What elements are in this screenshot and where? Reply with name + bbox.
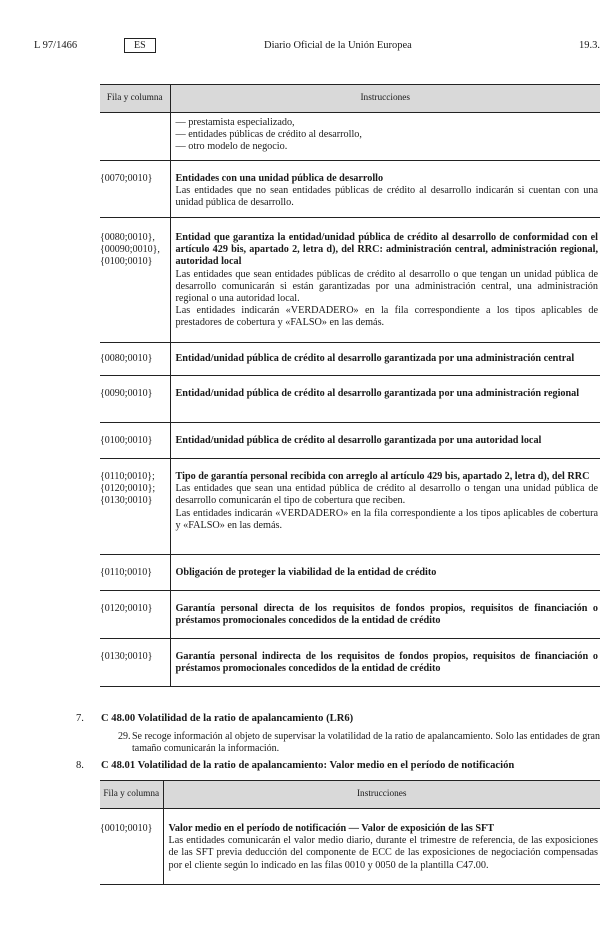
row-instruction-cell xyxy=(170,113,600,161)
section-number: 7. xyxy=(76,713,84,724)
row-code: {0100;0010} xyxy=(100,435,153,446)
row-code: {0130;0010} xyxy=(100,495,153,507)
row-code-cell xyxy=(100,423,170,459)
instructions-table-1 xyxy=(100,84,600,687)
table-row xyxy=(100,161,600,218)
row-code: {0010;0010} xyxy=(100,823,153,834)
section-title: C 48.00 Volatilidad de la ratio de apalancamiento (LR6) xyxy=(101,713,354,724)
row-instruction-cell xyxy=(170,459,600,555)
row-code-cell xyxy=(100,343,170,376)
page-header xyxy=(34,40,600,58)
row-title: Entidad que garantiza la entidad/unidad pública de crédito al desarrollo de conformidad con el artículo 429 bis, apartado 2, letra d), del RRC: administración central, administración regional, autoridad local xyxy=(175,232,598,268)
row-title: Obligación de proteger la viabilidad de la entidad de crédito xyxy=(175,567,437,578)
header-code-label: Fila y columna xyxy=(103,789,160,800)
row-code: {0120;0010}; xyxy=(100,483,156,495)
row-code-cell xyxy=(100,113,170,161)
row-instruction-cell xyxy=(170,161,600,218)
row-instruction-cell xyxy=(170,555,600,591)
row-title: Garantía personal directa de los requisitos de fondos propios, requisitos de financiación o préstamos promocionales concedidos de la entidad de crédito xyxy=(175,603,598,627)
row-code: {00090;0010}, xyxy=(100,244,160,256)
section-title: C 48.01 Volatilidad de la ratio de apalancamiento: Valor medio en el período de notificación xyxy=(101,760,515,771)
header-instructions-label: Instrucciones xyxy=(356,789,407,800)
table-row xyxy=(100,113,600,161)
row-title: Garantía personal indirecta de los requisitos de fondos propios, requisitos de financiación o préstamos promocionales concedidos de la entidad de crédito xyxy=(175,651,598,675)
table-row xyxy=(100,459,600,555)
header-code-cell xyxy=(100,781,163,809)
row-code-cell xyxy=(100,218,170,343)
paragraph-number: 29. xyxy=(118,731,131,742)
header-instructions-cell xyxy=(170,85,600,113)
list-item: — entidades públicas de crédito al desarrollo, xyxy=(175,129,362,141)
row-code-cell xyxy=(100,459,170,555)
table-row xyxy=(100,591,600,639)
header-code-label: Fila y columna xyxy=(106,93,163,104)
instructions-table-2 xyxy=(100,780,600,885)
row-title: Entidades con una unidad pública de desarrollo xyxy=(175,173,384,184)
row-code-cell xyxy=(100,639,170,687)
row-code-cell xyxy=(100,161,170,218)
row-instruction-cell xyxy=(163,809,600,885)
language-badge: ES xyxy=(124,38,156,53)
table-row xyxy=(100,809,600,885)
row-description: Las entidades indicarán «VERDADERO» en la fila correspondiente a los tipos aplicables de cobertura y «FALSO» en las demás. xyxy=(175,507,598,531)
table-row xyxy=(100,423,600,459)
row-description: Las entidades que sean entidades públicas de crédito al desarrollo o que tengan un unidad pública de desarrollo comunicarán si están garantizadas por una administración central, una administración regional o una autoridad local. xyxy=(175,268,598,305)
row-code: {0080;0010}, xyxy=(100,232,155,243)
row-instruction-cell xyxy=(170,218,600,343)
row-instruction-cell xyxy=(170,376,600,423)
row-code-cell xyxy=(100,555,170,591)
row-code-cell xyxy=(100,591,170,639)
table-row xyxy=(100,218,600,343)
header-instructions-label: Instrucciones xyxy=(360,93,411,104)
row-code: {0110;0010} xyxy=(100,567,153,578)
row-description: Las entidades que sean una entidad pública de crédito al desarrollo o tengan una unidad pública de desarrollo comunicarán el tipo de cobertura que reciben. xyxy=(175,483,598,507)
row-code: {0120;0010} xyxy=(100,603,153,614)
row-instruction-cell xyxy=(170,343,600,376)
row-title: Valor medio en el período de notificación — Valor de exposición de las SFT xyxy=(168,823,495,834)
table-row xyxy=(100,343,600,376)
row-instruction-cell xyxy=(170,423,600,459)
paragraph-29 xyxy=(118,731,600,755)
row-description: Las entidades comunicarán el valor medio diario, durante el trimestre de referencia, de las exposiciones de las SFT previa deducción del componente de ECC de las exposiciones de negociación compensadas por el cliente según lo indicado en las filas 0010 y 0050 de la plantilla C47.00. xyxy=(168,835,598,871)
row-code: {0070;0010} xyxy=(100,173,153,184)
journal-reference: L 97/1466 xyxy=(34,40,78,51)
row-title: Tipo de garantía personal recibida con arreglo al artículo 429 bis, apartado 2, letra d), del RRC xyxy=(175,471,590,482)
list-item: — otro modelo de negocio. xyxy=(175,141,288,153)
row-instruction-cell xyxy=(170,591,600,639)
row-title: Entidad/unidad pública de crédito al desarrollo garantizada por una administración central xyxy=(175,353,575,364)
row-title: Entidad/unidad pública de crédito al desarrollo garantizada por una autoridad local xyxy=(175,435,542,446)
header-instructions-cell xyxy=(163,781,600,809)
header-code-cell xyxy=(100,85,170,113)
row-code-cell xyxy=(100,809,163,885)
row-instruction-cell xyxy=(170,639,600,687)
table-row xyxy=(100,639,600,687)
list-item: — prestamista especializado, xyxy=(175,117,295,128)
table-row xyxy=(100,376,600,423)
row-code: {0100;0010} xyxy=(100,256,153,268)
table-row xyxy=(100,555,600,591)
row-code: {0080;0010} xyxy=(100,353,153,364)
row-title: Entidad/unidad pública de crédito al desarrollo garantizada por una administración regional xyxy=(175,388,580,399)
row-code: {0130;0010} xyxy=(100,651,153,662)
paragraph-text: Se recoge información al objeto de supervisar la volatilidad de la ratio de apalancamiento. Solo las entidades de gran tamaño comunicarán la información. xyxy=(132,731,600,754)
row-description: Las entidades que no sean entidades públicas de crédito al desarrollo indicarán si cuentan con una unidad pública de desarrollo. xyxy=(175,185,598,209)
row-description: Las entidades indicarán «VERDADERO» en la fila correspondiente a los tipos aplicables de prestadores de cobertura y «FALSO» en las demás. xyxy=(175,305,598,329)
row-code-cell xyxy=(100,376,170,423)
row-code: {0110;0010}; xyxy=(100,471,155,482)
publication-date: 19.3. xyxy=(579,40,600,51)
journal-title: Diario Oficial de la Unión Europea xyxy=(264,40,412,51)
row-code: {0090;0010} xyxy=(100,388,153,399)
section-number: 8. xyxy=(76,760,84,771)
